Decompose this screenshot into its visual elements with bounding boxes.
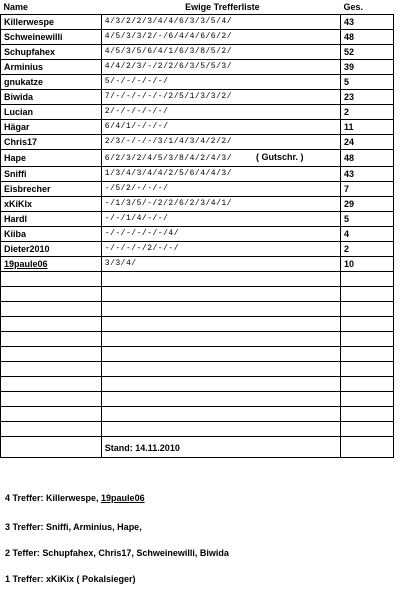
player-total: 2 <box>341 105 394 120</box>
legend-2-hits: 2 Teffer: Schupfahex, Chris17, Schweinewilli, Biwida <box>5 548 229 558</box>
stand-date: Stand: 14.11.2010 <box>104 443 180 453</box>
empty-row <box>1 332 394 347</box>
player-hits <box>101 30 340 45</box>
player-name: xKiKIx <box>1 197 102 212</box>
empty-cell <box>341 317 394 332</box>
player-name: Biwida <box>1 90 102 105</box>
table-row <box>1 227 394 242</box>
hits-sequence: -/-/1/4/-/-/ <box>104 214 169 223</box>
table-header <box>1 0 394 15</box>
player-hits <box>101 242 340 257</box>
player-total: 52 <box>341 45 394 60</box>
empty-cell <box>1 287 102 302</box>
table-row <box>1 182 394 197</box>
player-rows <box>1 15 394 458</box>
player-name: Chris17 <box>1 135 102 150</box>
empty-cell <box>1 407 102 422</box>
table-row <box>1 60 394 75</box>
table-row <box>1 105 394 120</box>
player-total: 24 <box>341 135 394 150</box>
player-hits <box>101 45 340 60</box>
player-hits <box>101 150 340 167</box>
hits-sequence: 4/5/3/3/2/-/6/4/4/6/6/2/ <box>104 32 232 41</box>
table-row <box>1 75 394 90</box>
player-hits <box>101 197 340 212</box>
table-row <box>1 120 394 135</box>
table-row <box>1 167 394 182</box>
empty-cell <box>341 302 394 317</box>
empty-cell <box>341 287 394 302</box>
header-title: Ewige Trefferliste <box>101 0 340 15</box>
player-hits <box>101 15 340 30</box>
empty-cell <box>1 272 102 287</box>
stand-cell <box>101 437 340 458</box>
player-total: 48 <box>341 150 394 167</box>
empty-cell <box>101 302 340 317</box>
empty-cell <box>341 362 394 377</box>
player-total: 39 <box>341 60 394 75</box>
empty-row <box>1 362 394 377</box>
player-hits <box>101 257 340 272</box>
player-hits <box>101 227 340 242</box>
empty-row <box>1 317 394 332</box>
empty-cell <box>341 272 394 287</box>
player-name: Killerwespe <box>1 15 102 30</box>
empty-cell <box>341 377 394 392</box>
player-name: Schweinewilli <box>1 30 102 45</box>
empty-cell <box>1 377 102 392</box>
empty-cell <box>341 332 394 347</box>
hits-sequence: 4/4/2/3/-/2/2/6/3/5/5/3/ <box>104 62 232 71</box>
hits-sequence: 5/-/-/-/-/-/ <box>104 77 169 86</box>
hits-sequence: -/1/3/5/-/2/2/6/2/3/4/1/ <box>104 199 232 208</box>
empty-cell <box>1 362 102 377</box>
player-hits <box>101 212 340 227</box>
empty-cell <box>1 302 102 317</box>
legend-4-prefix: 4 Treffer: Killerwespe, <box>5 493 102 503</box>
player-name: 19paule06 <box>1 257 102 272</box>
empty-cell <box>1 347 102 362</box>
table-row <box>1 150 394 167</box>
empty-cell <box>101 407 340 422</box>
empty-cell <box>101 287 340 302</box>
empty-cell <box>101 272 340 287</box>
empty-row <box>1 407 394 422</box>
hits-sequence: 6/4/1/-/-/-/ <box>104 122 169 131</box>
empty-row <box>1 392 394 407</box>
empty-cell <box>341 437 394 458</box>
player-name: Arminius <box>1 60 102 75</box>
player-hits <box>101 167 340 182</box>
legend-3-hits: 3 Treffer: Sniffi, Arminius, Hape, <box>5 522 142 532</box>
empty-cell <box>341 407 394 422</box>
empty-cell <box>341 347 394 362</box>
empty-row <box>1 347 394 362</box>
table-row <box>1 90 394 105</box>
empty-cell <box>1 317 102 332</box>
table-row <box>1 135 394 150</box>
player-total: 43 <box>341 167 394 182</box>
empty-row <box>1 422 394 437</box>
empty-cell <box>101 422 340 437</box>
player-name: Lucian <box>1 105 102 120</box>
player-name: Eisbrecher <box>1 182 102 197</box>
empty-row <box>1 302 394 317</box>
hits-sequence: -/-/-/-/-/-/4/ <box>104 229 179 238</box>
player-hits <box>101 182 340 197</box>
player-hits <box>101 135 340 150</box>
player-total: 4 <box>341 227 394 242</box>
empty-cell <box>341 392 394 407</box>
empty-cell <box>101 332 340 347</box>
player-name: gnukatze <box>1 75 102 90</box>
header-total: Ges. <box>341 0 394 15</box>
player-hits <box>101 90 340 105</box>
empty-cell <box>101 317 340 332</box>
player-name: Kiiba <box>1 227 102 242</box>
player-name: Dieter2010 <box>1 242 102 257</box>
hits-sequence: -/-/-/-/2/-/-/ <box>104 244 179 253</box>
legend-1-hit: 1 Treffer: xKiKix ( Pokalsieger) <box>5 574 136 584</box>
player-note: ( Gutschr. ) <box>256 152 304 162</box>
hits-sequence: 2/-/-/-/-/-/ <box>104 107 169 116</box>
table-row <box>1 30 394 45</box>
empty-cell <box>101 377 340 392</box>
table-row <box>1 242 394 257</box>
empty-cell <box>101 392 340 407</box>
empty-cell <box>101 347 340 362</box>
table-row <box>1 45 394 60</box>
player-total: 48 <box>341 30 394 45</box>
table-row <box>1 212 394 227</box>
player-total: 2 <box>341 242 394 257</box>
player-total: 10 <box>341 257 394 272</box>
empty-cell <box>341 422 394 437</box>
hits-sequence: -/5/2/-/-/-/ <box>104 184 169 193</box>
hits-sequence: 6/2/3/2/4/5/3/8/4/2/4/3/ <box>104 154 232 163</box>
player-hits <box>101 75 340 90</box>
empty-cell <box>1 332 102 347</box>
legend-4-name: 19paule06 <box>101 493 145 503</box>
player-name: Hape <box>1 150 102 167</box>
empty-cell <box>1 422 102 437</box>
player-name: Sniffi <box>1 167 102 182</box>
player-total: 5 <box>341 212 394 227</box>
player-total: 11 <box>341 120 394 135</box>
header-name: Name <box>1 0 102 15</box>
empty-cell <box>1 437 102 458</box>
table-row <box>1 197 394 212</box>
player-name: Schupfahex <box>1 45 102 60</box>
hits-sequence: 2/3/-/-/-/3/1/4/3/4/2/2/ <box>104 137 232 146</box>
player-name: Hardl <box>1 212 102 227</box>
empty-cell <box>101 362 340 377</box>
stand-row <box>1 437 394 458</box>
table-row <box>1 15 394 30</box>
player-hits <box>101 120 340 135</box>
empty-row <box>1 272 394 287</box>
player-total: 23 <box>341 90 394 105</box>
empty-row <box>1 287 394 302</box>
hits-sequence: 3/3/4/ <box>104 259 137 268</box>
player-total: 5 <box>341 75 394 90</box>
player-total: 7 <box>341 182 394 197</box>
empty-cell <box>1 392 102 407</box>
player-total: 29 <box>341 197 394 212</box>
player-hits <box>101 60 340 75</box>
hits-sequence: 1/3/4/3/4/4/2/5/6/4/4/3/ <box>104 169 232 178</box>
player-total: 43 <box>341 15 394 30</box>
legend-4-hits <box>5 493 145 503</box>
hits-sequence: 4/3/2/2/3/4/4/6/3/3/5/4/ <box>104 17 232 26</box>
table-row <box>1 257 394 272</box>
player-hits <box>101 105 340 120</box>
hits-sequence: 7/-/-/-/-/-/2/5/1/3/3/2/ <box>104 92 232 101</box>
player-name: Hägar <box>1 120 102 135</box>
empty-row <box>1 377 394 392</box>
hits-sequence: 4/5/3/5/6/4/1/6/3/8/5/2/ <box>104 47 232 56</box>
